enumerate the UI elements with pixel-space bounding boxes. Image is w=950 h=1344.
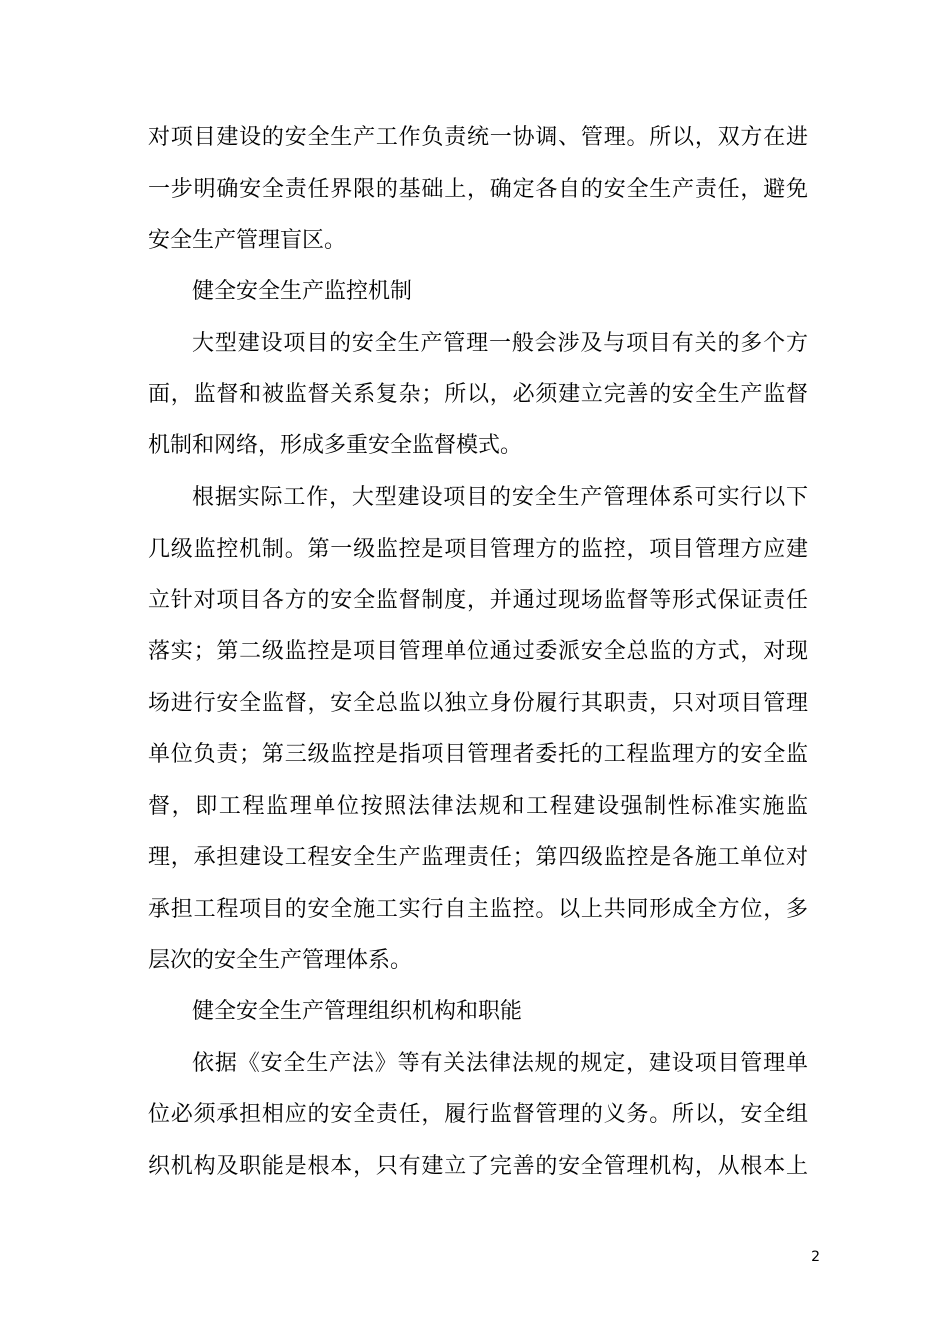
text-line: 一步明确安全责任界限的基础上，确定各自的安全生产责任，避免 — [148, 177, 808, 202]
text-line: 落实；第二级监控是项目管理单位通过委派安全总监的方式，对现 — [148, 639, 808, 664]
text-line: 对项目建设的安全生产工作负责统一协调、管理。所以，双方在进 — [148, 125, 808, 150]
text-line: 安全生产管理盲区。 — [148, 228, 347, 253]
text-line: 位必须承担相应的安全责任，履行监督管理的义务。所以，安全组 — [148, 1102, 808, 1127]
text-line: 面，监督和被监督关系复杂；所以，必须建立完善的安全生产监督 — [148, 382, 808, 407]
text-line: 场进行安全监督，安全总监以独立身份履行其职责，只对项目管理 — [148, 691, 808, 716]
text-line: 根据实际工作，大型建设项目的安全生产管理体系可实行以下 — [192, 485, 808, 510]
page-number: 2 — [811, 1249, 820, 1265]
text-line: 依据《安全生产法》等有关法律法规的规定，建设项目管理单 — [192, 1051, 808, 1076]
section-heading: 健全安全生产监控机制 — [192, 279, 413, 304]
text-line: 大型建设项目的安全生产管理一般会涉及与项目有关的多个方 — [192, 331, 808, 356]
text-line: 立针对项目各方的安全监督制度，并通过现场监督等形式保证责任 — [148, 588, 808, 613]
text-line: 督，即工程监理单位按照法律法规和工程建设强制性标准实施监 — [148, 794, 808, 819]
text-line: 承担工程项目的安全施工实行自主监控。以上共同形成全方位，多 — [148, 897, 808, 922]
text-line: 单位负责；第三级监控是指项目管理者委托的工程监理方的安全监 — [148, 742, 808, 767]
text-line: 织机构及职能是根本，只有建立了完善的安全管理机构，从根本上 — [148, 1154, 808, 1179]
text-line: 机制和网络，形成多重安全监督模式。 — [148, 433, 523, 458]
text-line: 理，承担建设工程安全生产监理责任；第四级监控是各施工单位对 — [148, 845, 808, 870]
text-line: 几级监控机制。第一级监控是项目管理方的监控，项目管理方应建 — [148, 537, 808, 562]
section-heading: 健全安全生产管理组织机构和职能 — [192, 999, 523, 1024]
text-line: 层次的安全生产管理体系。 — [148, 948, 413, 973]
